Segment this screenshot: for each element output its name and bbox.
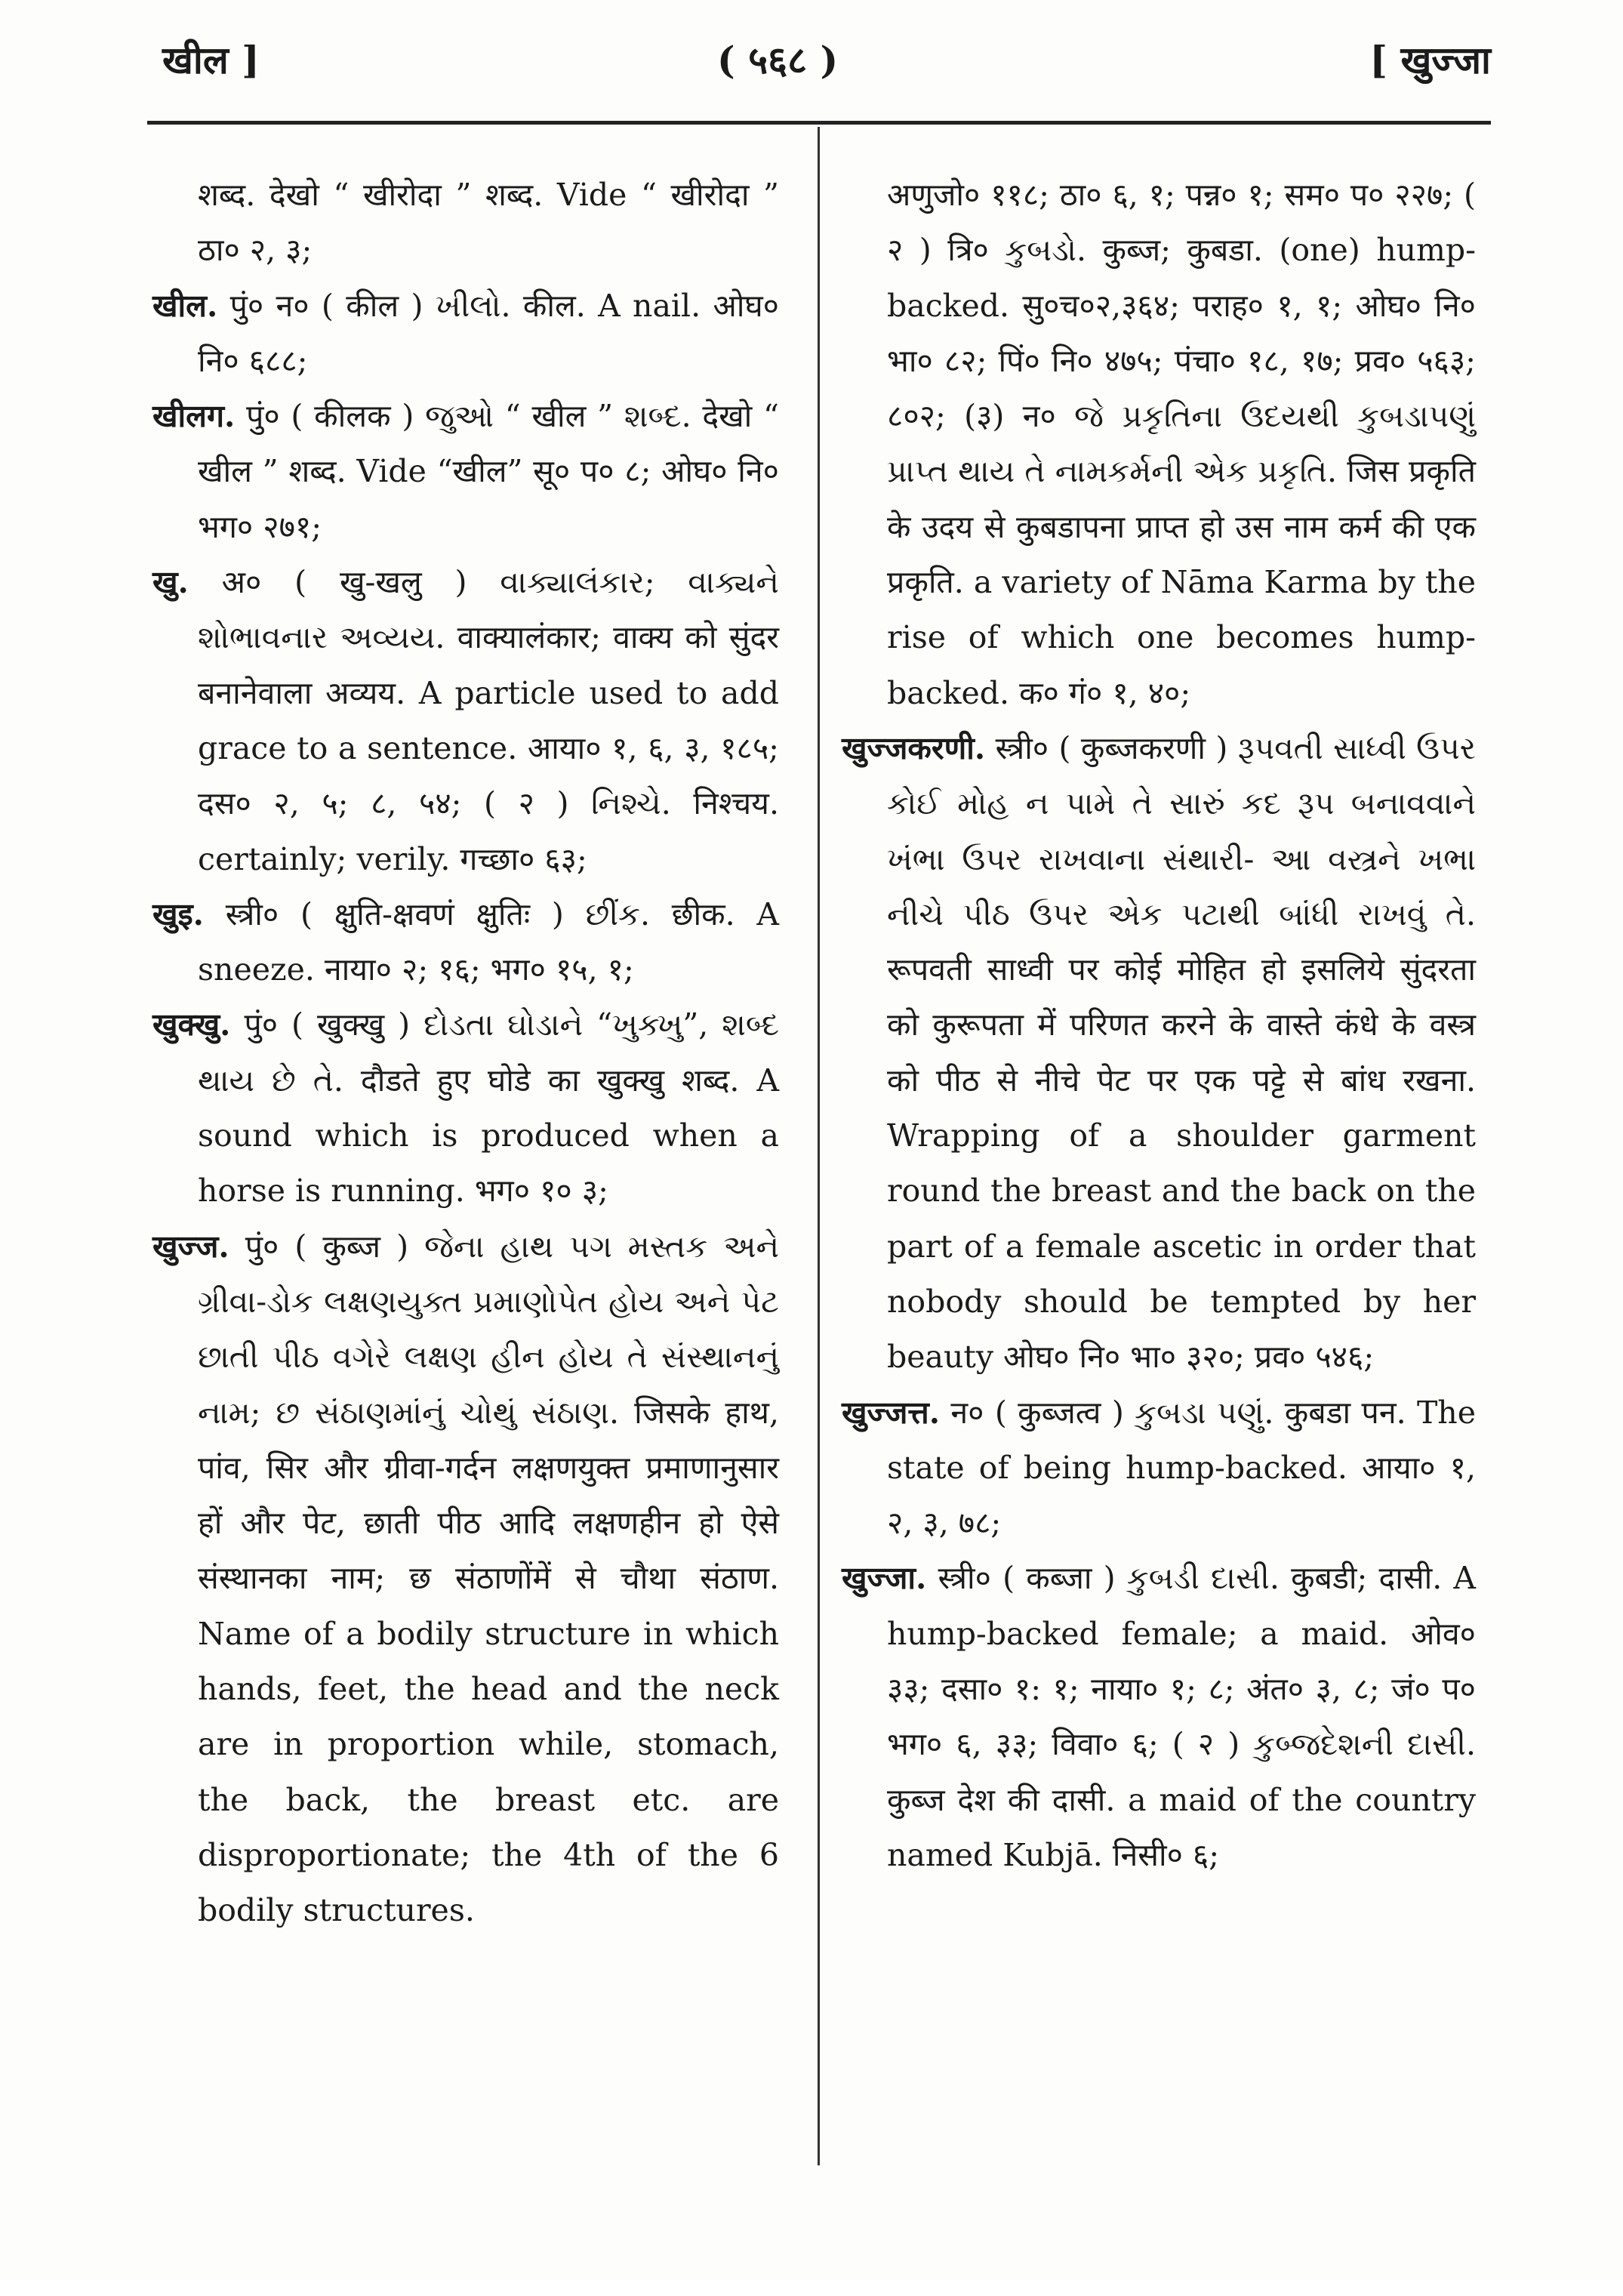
dictionary-entry — [152, 168, 779, 279]
entry-body: स्त्री० ( कब्जा ) કુબડી દાસી. कुबडी; दासी. A hump-backed female; a maid. ओव० ३३; दसा० १: १; नाया० १; ८; अंत० ३, ८; जं० प० भग० ६, ३३; विवा० ६; ( २ ) કુબ્જદેશની દાસી. कुब्ज देश की दासी. a maid of the country named Kubjā. निसी० ६; — [887, 1560, 1476, 1873]
page-bottom-edge — [0, 2280, 1623, 2296]
right-column — [842, 168, 1476, 1883]
entry-headword: खीलग. — [152, 398, 236, 435]
dictionary-entry — [152, 555, 779, 887]
dictionary-entry — [842, 1551, 1476, 1883]
entry-body: स्त्री० ( कुब्जकरणी ) રૂપવતી સાધ્વી ઉપર કોઈ મોહ ન પામે તે સારું કદ રૂપ બનાવવાને ખંભા ઉપર રાખવાના સંથારી- આ વસ્ત્રને ખભા નીચે પીઠ ઉપર એક પટાથી બાંધી રાખવું તે. रूपवती साध्वी पर कोई मोहित हो इसलिये सुंदरता को कुरूपता में परिणत करने के वास्ते कंधे के वस्त्र को पीठ से नीचे पेट पर एक पट्टे से बांध रखना. Wrapping of a shoulder garment round the breast and the back on the part of a female ascetic in order that nobody should be tempted by her beauty ओघ० नि० भा० ३२०; प्रव० ५४६; — [887, 729, 1476, 1376]
entry-headword: खुज्जत्त. — [842, 1394, 941, 1431]
entry-headword: खुज्जा. — [842, 1560, 927, 1597]
entry-body: पुं० न० ( कील ) ખીલો. कील. A nail. ओघ० नि० ६८८; — [198, 287, 779, 379]
entry-headword: खु. — [152, 564, 189, 601]
entry-headword: खील. — [152, 287, 218, 324]
dictionary-entry — [842, 1385, 1476, 1552]
entry-headword: खुज्जकरणी. — [842, 729, 986, 766]
entry-body: शब्द. देखो “ खीरोदा ” शब्द. Vide “ खीरोदा ” ठा० २, ३; — [198, 177, 779, 269]
column-divider — [818, 127, 820, 2165]
entry-headword: खुक्खु. — [152, 1006, 231, 1043]
page-number: ( ५६८ ) — [717, 38, 839, 82]
dictionary-entry — [152, 279, 779, 390]
header-right-guide-word: [ खुज्जा — [1369, 38, 1491, 82]
left-column — [152, 168, 779, 1939]
dictionary-entry — [152, 1219, 779, 1939]
dictionary-entry — [152, 887, 779, 998]
header-left-guide-word: खील ] — [162, 38, 260, 82]
entry-headword: खुइ. — [152, 895, 204, 932]
dictionary-entry — [152, 389, 779, 555]
entry-body: पुं० ( कुब्ज ) જેના હાથ પગ મસ્તક અને ગ્રીવા-ડોક લક્ષણયુક્ત પ્રમાણોપેત હોય અને પેટ છાતી પીઠ વગેરે લક્ષણ હીન હોય તે સંસ્થાનનું નામ; છ સંઠાણમાંનું ચોથું સંઠાણ. जिसके हाथ, पांव, सिर और ग्रीवा-गर्दन लक्षणयुक्त प्रमाणानुसार हों और पेट, छाती पीठ आदि लक्षणहीन हो ऐसे संस्थानका नाम; छ संठाणोंमें से चौथा संठाण. Name of a bodily structure in which hands, feet, the head and the neck are in proportion while, stomach, the back, the breast etc. are disproportionate; the 4th of the 6 bodily structures. — [198, 1228, 779, 1929]
dictionary-entry — [152, 997, 779, 1219]
dictionary-entry — [842, 168, 1476, 721]
entry-body: पुं० ( कीलक ) જુઓ “ खील ” શબ્દ. देखो “ खील ” शब्द. Vide “खील” सू० प० ८; ओघ० नि० भग० २७१; — [198, 398, 779, 545]
entry-body: पुं० ( खुक्खु ) દોડતા ઘોડાને “ખુક્ખુ”, શબ્દ થાય છે તે. दौडते हुए घोडे का खुक्खु शब्द. A sound which is produced when a horse is running. भग० १० ३; — [198, 1006, 779, 1210]
entry-body: स्त्री० ( क्षुति-क्षवणं क्षुतिः ) છીંક. छीक. A sneeze. नाया० २; १६; भग० १५, १; — [198, 895, 779, 988]
entry-body: अ० ( खु-खलु ) વાક્યાલંકાર; વાક્યને શોભાવનાર અવ્યય. वाक्यालंकार; वाक्य को सुंदर बनानेवाला अव्यय. A particle used to add grace to a sentence. आया० १, ६, ३, १८५; दस० २, ५; ८, ५४; ( २ ) નિશ્ચે. निश्चय. certainly; verily. गच्छा० ६३; — [198, 564, 779, 877]
dictionary-entry — [842, 721, 1476, 1385]
entry-headword: खुज्ज. — [152, 1228, 229, 1265]
entry-body: न० ( कुब्जत्व ) કુબડા પણું. कुबडा पन. The state of being hump-backed. आया० १, २, ३, ७८; — [887, 1394, 1476, 1542]
header-rule — [147, 121, 1491, 125]
entry-body: अणुजो० ११८; ठा० ६, १; पन्न० १; सम० प० २२७; ( २ ) त्रि० કુબડો. कुब्ज; कुबडा. (one) hump-backed. सु०च०२,३६४; पराह० १, १; ओघ० नि० भा० ८२; पिं० नि० ४७५; पंचा० १८, १७; प्रव० ५६३; ८०२; (३) न० જે પ્રકૃતિના ઉદયથી કુબડાપણું પ્રાપ્ત થાય તે નામકર્મની એક પ્રકૃતિ. जिस प्रकृति के उदय से कुबडापना प्राप्त हो उस नाम कर्म की एक प्रकृति. a variety of Nāma Karma by the rise of which one becomes hump-backed. क० गं० १, ४०; — [887, 177, 1476, 711]
